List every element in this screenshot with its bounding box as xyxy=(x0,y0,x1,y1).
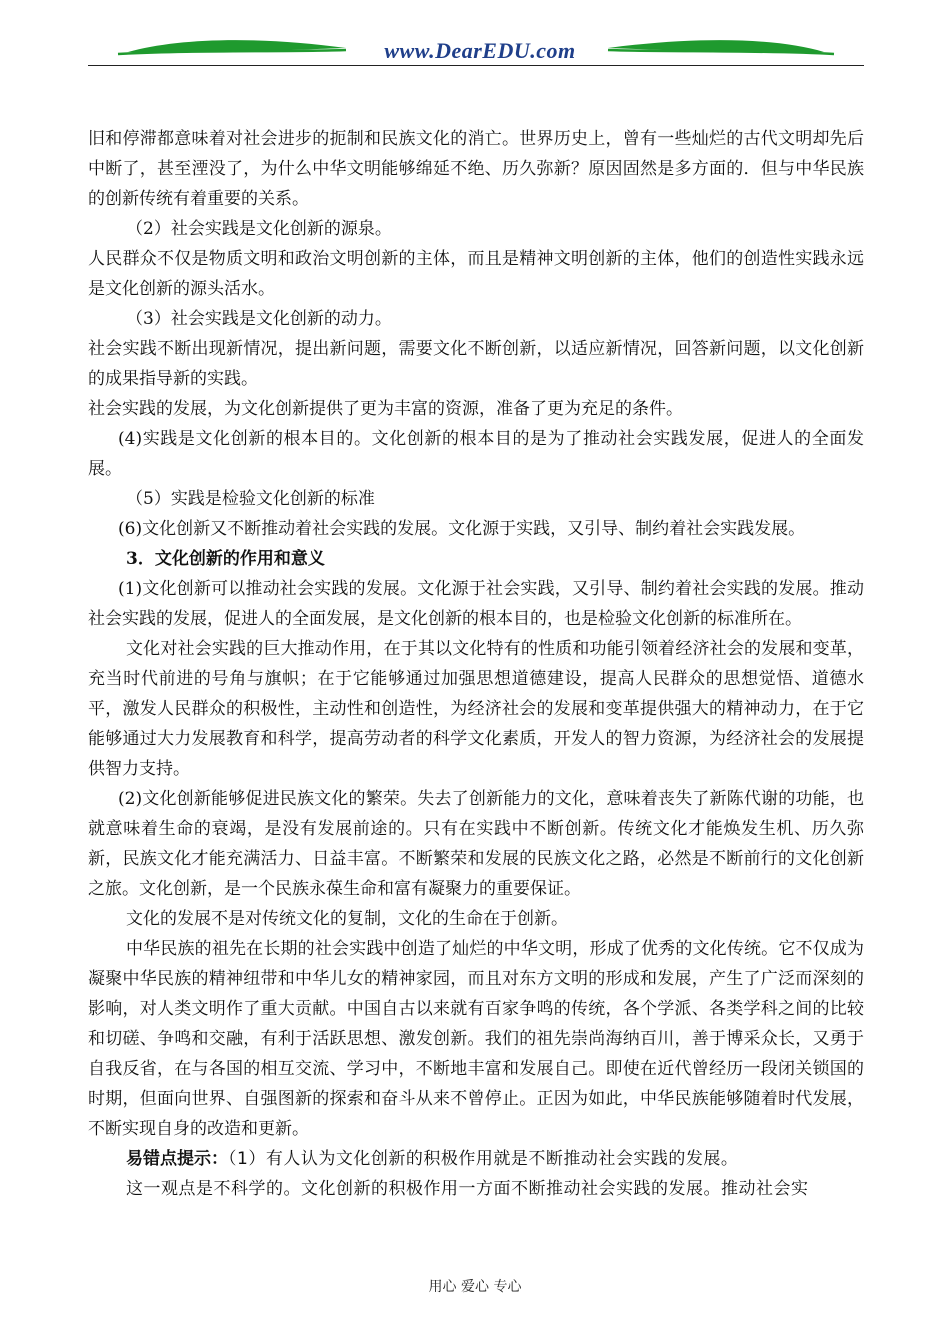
page-header xyxy=(88,30,864,70)
heading-driving-force: （3）社会实践是文化创新的动力。 xyxy=(126,309,392,329)
paragraph-source: 人民群众不仅是物质文明和政治文明创新的主体，而且是精神文明创新的主体，他们的创造性实践永远是文化创新的源头活水。 xyxy=(88,249,864,299)
paragraph-role-detail: 文化对社会实践的巨大推动作用，在于其以文化特有的性质和功能引领着经济社会的发展和变革，充当时代前进的号角与旗帜；在于它能够通过加强思想道德建设，提高人民群众的思想觉悟、道德水平，激发人民群众的积极性，主动性和创造性，为经济社会的发展和变革提供强大的精神动力，在于它能够通过大力发展教育和科学，提高劳动者的科学文化素质，开发人的智力资源，为经济社会的发展提供智力支持。 xyxy=(88,639,864,779)
paragraph-driving-force: 社会实践不断出现新情况，提出新问题，需要文化不断创新，以适应新情况，回答新问题，以文化创新的成果指导新的实践。 xyxy=(88,339,864,389)
section-heading-role: 3．文化创新的作用和意义 xyxy=(126,549,325,569)
header-divider xyxy=(88,65,864,66)
tip-paragraph xyxy=(88,1144,864,1174)
paragraph-tip-explanation: 这一观点是不科学的。文化创新的积极作用一方面不断推动社会实践的发展。推动社会实 xyxy=(126,1179,809,1199)
paragraph-purpose: (4)实践是文化创新的根本目的。文化创新的根本目的是为了推动社会实践发展，促进人的全面发展。 xyxy=(88,429,864,479)
paragraph-innovation-life: 文化的发展不是对传统文化的复制，文化的生命在于创新。 xyxy=(126,909,568,929)
paragraph-promote: (6)文化创新又不断推动着社会实践的发展。文化源于实践，又引导、制约着社会实践发展。 xyxy=(118,519,806,539)
site-logo-text: www.DearEDU.com xyxy=(384,38,576,63)
heading-standard: （5）实践是检验文化创新的标准 xyxy=(126,489,375,509)
paragraph-intro: 旧和停滞都意味着对社会进步的扼制和民族文化的消亡。世界历史上，曾有一些灿烂的古代文明却先后中断了，甚至湮没了，为什么中华文明能够绵延不绝、历久弥新？原因固然是多方面的．但与中华民族的创新传统有着重要的关系。 xyxy=(88,129,864,209)
paragraph-role-2: (2)文化创新能够促进民族文化的繁荣。失去了创新能力的文化，意味着丧失了新陈代谢的功能，也就意味着生命的衰竭，是没有发展前途的。只有在实践中不断创新。传统文化才能焕发生机、历久弥新，民族文化才能充满活力、日益丰富。不断繁荣和发展的民族文化之路，必然是不断前行的文化创新之旅。文化创新，是一个民族永葆生命和富有凝聚力的重要保证。 xyxy=(88,789,864,899)
tip-text: （1）有人认为文化创新的积极作用就是不断推动社会实践的发展。 xyxy=(228,1149,739,1169)
paragraph-chinese-civilization: 中华民族的祖先在长期的社会实践中创造了灿烂的中华文明，形成了优秀的文化传统。它不仅成为凝聚中华民族的精神纽带和中华儿女的精神家园，而且对东方文明的形成和发展，产生了广泛而深刻的影响，对人类文明作了重大贡献。中国自古以来就有百家争鸣的传统，各个学派、各类学科之间的比较和切磋、争鸣和交融，有利于活跃思想、激发创新。我们的祖先崇尚海纳百川，善于博采众长，又勇于自我反省，在与各国的相互交流、学习中，不断地丰富和发展自己。即使在近代曾经历一段闭关锁国的时期，但面向世界、自强图新的探索和奋斗从来不曾停止。正因为如此，中华民族能够随着时代发展，不断实现自身的改造和更新。 xyxy=(88,939,864,1139)
paragraph-role-1: (1)文化创新可以推动社会实践的发展。文化源于社会实践，又引导、制约着社会实践的发展。推动社会实践的发展，促进人的全面发展，是文化创新的根本目的，也是检验文化创新的标准所在。 xyxy=(88,579,864,629)
document-body xyxy=(88,124,864,1204)
tip-label: 易错点提示： xyxy=(126,1149,228,1169)
page-footer: 用心 爱心 专心 xyxy=(428,1279,522,1295)
paragraph-resources: 社会实践的发展，为文化创新提供了更为丰富的资源，准备了更为充足的条件。 xyxy=(88,399,683,419)
heading-source: （2）社会实践是文化创新的源泉。 xyxy=(126,219,392,239)
